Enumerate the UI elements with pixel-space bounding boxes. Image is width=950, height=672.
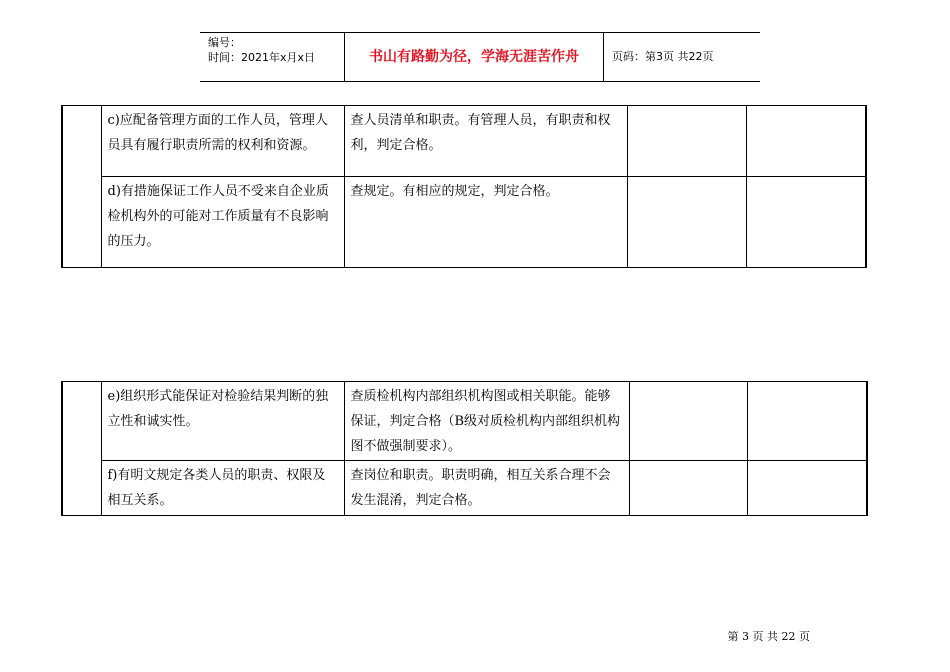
remark-cell <box>746 106 866 177</box>
result-cell <box>627 177 746 268</box>
requirement-text: f)有明文规定各类人员的职责、权限及相互关系。 <box>107 468 326 508</box>
requirement-cell <box>101 177 344 268</box>
method-text: 查岗位和职责。职责明确，相互关系合理不会发生混淆，判定合格。 <box>350 468 611 508</box>
requirement-cell <box>101 461 344 516</box>
inspection-table-1 <box>61 105 867 268</box>
method-cell <box>344 106 627 177</box>
header-motto: 书山有路勤为径，学海无涯苦作舟 <box>345 33 604 81</box>
requirement-text: c)应配备管理方面的工作人员，管理人员具有履行职责所需的权利和资源。 <box>107 113 328 153</box>
method-cell <box>344 177 627 268</box>
requirement-cell <box>101 382 344 461</box>
table-row <box>62 106 866 177</box>
method-cell <box>344 461 629 516</box>
result-cell <box>629 382 747 461</box>
table-row <box>62 461 867 516</box>
result-cell <box>629 461 747 516</box>
method-text: 查质检机构内部组织机构图或相关职能。能够保证，判定合格（B级对质检机构内部组织机构图不做强制要求）。 <box>350 389 621 454</box>
item-cell <box>62 106 101 268</box>
number-label: 编号： <box>208 36 241 49</box>
result-cell <box>627 106 746 177</box>
table-row <box>62 177 866 268</box>
header-page-label: 页码：第3页 共22页 <box>612 50 714 63</box>
table-row <box>62 382 867 461</box>
page-header <box>200 32 760 82</box>
page-footer: 第 3 页 共 22 页 <box>727 630 810 643</box>
method-text: 查人员清单和职责。有管理人员，有职责和权利，判定合格。 <box>350 113 611 153</box>
requirement-text: e)组织形式能保证对检验结果判断的独立性和诚实性。 <box>107 389 329 429</box>
remark-cell <box>747 461 867 516</box>
item-cell <box>62 382 101 516</box>
date-label: 时间：2021年x月x日 <box>208 51 316 64</box>
method-text: 查规定。有相应的规定，判定合格。 <box>350 184 559 199</box>
inspection-table-2 <box>61 381 868 516</box>
remark-cell <box>747 382 867 461</box>
remark-cell <box>746 177 866 268</box>
requirement-cell <box>101 106 344 177</box>
requirement-text: d)有措施保证工作人员不受来自企业质检机构外的可能对工作质量有不良影响的压力。 <box>107 184 329 249</box>
method-cell <box>344 382 629 461</box>
header-meta <box>200 33 345 81</box>
